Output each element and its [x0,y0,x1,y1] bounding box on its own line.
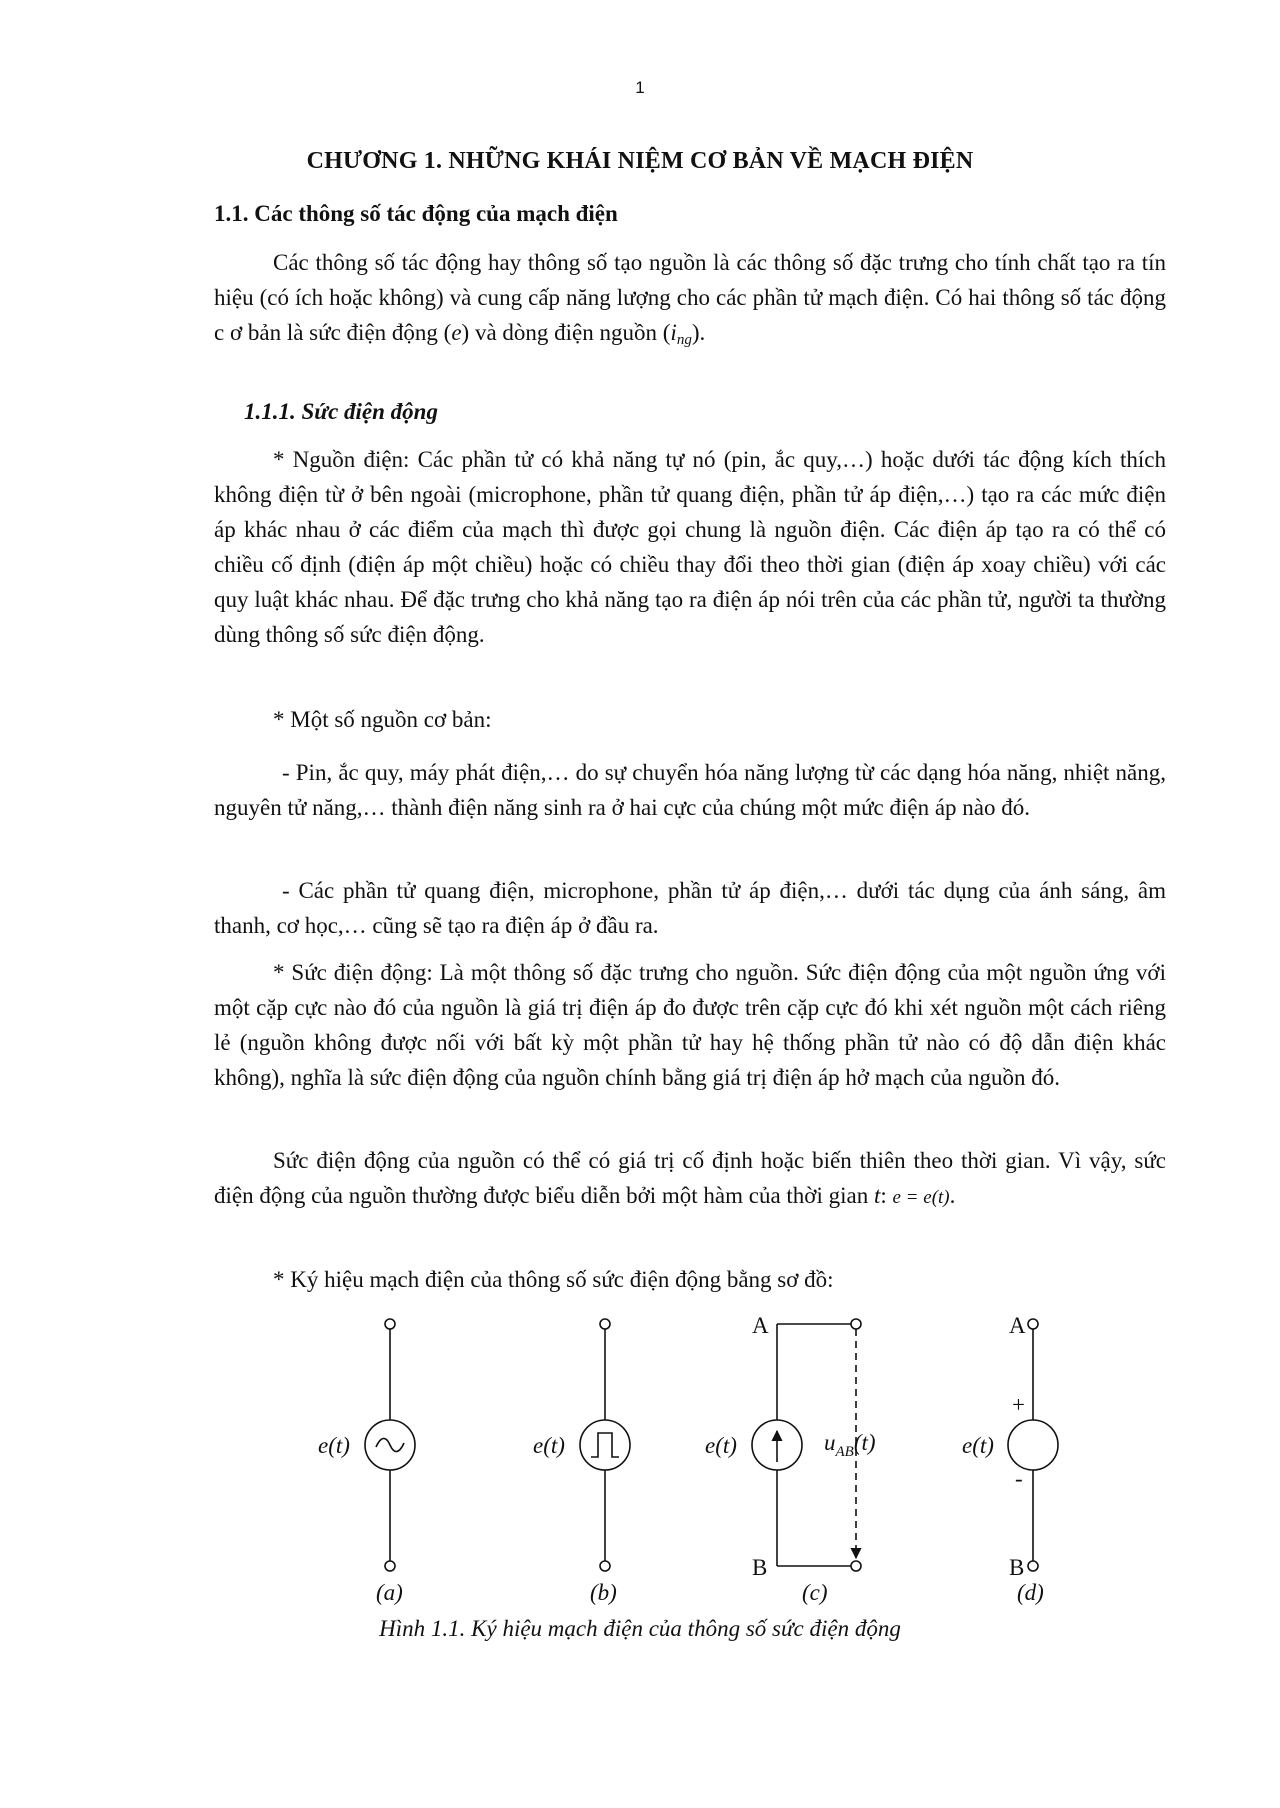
page-number: 1 [635,78,645,97]
voltage-suffix: (t) [853,1430,876,1455]
plus-sign: + [1012,1392,1025,1417]
source-paragraph: * Nguồn điện: Các phần tử có khả năng tự nó (pin, ắc quy,…) hoặc dưới tác động kích thích không điện từ ở bên ngoài (microphone, phần tử quang điện, phần tử áp điện,…) tạo ra các mức điện áp khác nhau ở các điểm của mạch thì được gọi chung là nguồn điện. Các điện áp tạo ra có thể có chiều cố định (điện áp một chiều) hoặc có chiều thay đổi theo thời gian (điện áp xoay chiều) với các quy luật khác nhau. Để đặc trưng cho khả năng tạo ra điện áp nói trên của các phần tử, người ta thường dùng thông số sức điện động. [214,447,1166,647]
intro-text: Các thông số tác động hay thông số tạo nguồn là các thông số đặc trưng cho tính chất tạo ra tín hiệu (có ích hoặc không) và cung cấp năng lượng cho các phần tử mạch điện. Có hai thông số tác động c ơ bản là sức điện động ( [214,250,1166,345]
basic-sources-heading: * Một số nguồn cơ bản: [273,707,492,732]
emf-symbol: e [451,320,462,345]
pulse-source-symbol [580,1319,630,1571]
subfigure-label-c: (c) [802,1580,828,1605]
subfigure-label-b: (b) [590,1580,617,1605]
symbol-intro: * Ký hiệu mạch điện của thông số sức điện động bằng sơ đồ: [273,1267,834,1292]
intro-paragraph [214,245,1166,350]
bullet-batteries: - Pin, ắc quy, máy phát điện,… do sự chuyển hóa năng lượng từ các dạng hóa năng, nhiệt năng, nguyên tử năng,… thành điện năng sinh ra ở hai cực của chúng một mức điện áp nào đó. [214,760,1166,820]
subfigure-label-d: (d) [1017,1580,1044,1605]
label-a-source: e(t) [318,1433,350,1458]
node-b-c: B [752,1555,768,1580]
label-c-source: e(t) [705,1433,737,1458]
section-title: 1.1. Các thông số tác động của mạch điện [214,201,618,226]
chapter-title: CHƯƠNG 1. NHỮNG KHÁI NIỆM CƠ BẢN VỀ MẠCH ĐIỆN [306,148,974,174]
minus-sign: - [1015,1466,1023,1491]
subsection-title: 1.1.1. Sức điện động [244,399,438,424]
current-symbol: i [670,320,677,345]
time-paragraph [214,1143,1166,1215]
voltage-base: u [824,1430,836,1455]
node-b-d: B [1009,1555,1025,1580]
time-text: Sức điện động của nguồn có thể có giá trị cố định hoặc biến thiên theo thời gian. Vì vậy, sức điện động của nguồn thường được biểu diễn bởi một hàm của thời gian [214,1148,1166,1208]
voltage-subscript: AB [835,1444,854,1460]
subfigure-label-a: (a) [376,1580,403,1605]
figure-caption: Hình 1.1. Ký hiệu mạch điện của thông số sức điện động [379,1616,901,1641]
emf-formula: e = e(t) [892,1187,950,1208]
label-b-source: e(t) [533,1433,565,1458]
time-colon: : [880,1183,893,1208]
voltage-label [824,1430,876,1460]
label-d-source: e(t) [962,1433,994,1458]
sine-source-symbol [365,1319,415,1571]
polarity-source-symbol [1008,1319,1058,1571]
bullet-transducers: - Các phần tử quang điện, microphone, phần tử áp điện,… dưới tác dụng của ánh sáng, âm thanh, cơ học,… cũng sẽ tạo ra điện áp ở đầu ra. [214,878,1166,938]
node-a-d: A [1009,1313,1026,1338]
node-a-c: A [752,1313,769,1338]
intro-end: ). [691,320,706,345]
intro-middle: ) và dòng điện nguồn ( [461,320,671,345]
formula-end: . [949,1183,956,1208]
emf-symbols-figure [0,1300,1280,1620]
time-variable: t [873,1183,881,1208]
current-subscript: ng [676,332,692,348]
emf-paragraph: * Sức điện động: Là một thông số đặc trưng cho nguồn. Sức điện động của một nguồn ứng với một cặp cực nào đó của nguồn là giá trị điện áp đo được trên cặp cực đó khi xét nguồn một cách riêng lẻ (nguồn không được nối với bất kỳ một phần tử hay hệ thống phần tử nào có độ dẫn điện khác không), nghĩa là sức điện động của nguồn chính bằng giá trị điện áp hở mạch của nguồn đó. [214,960,1166,1090]
